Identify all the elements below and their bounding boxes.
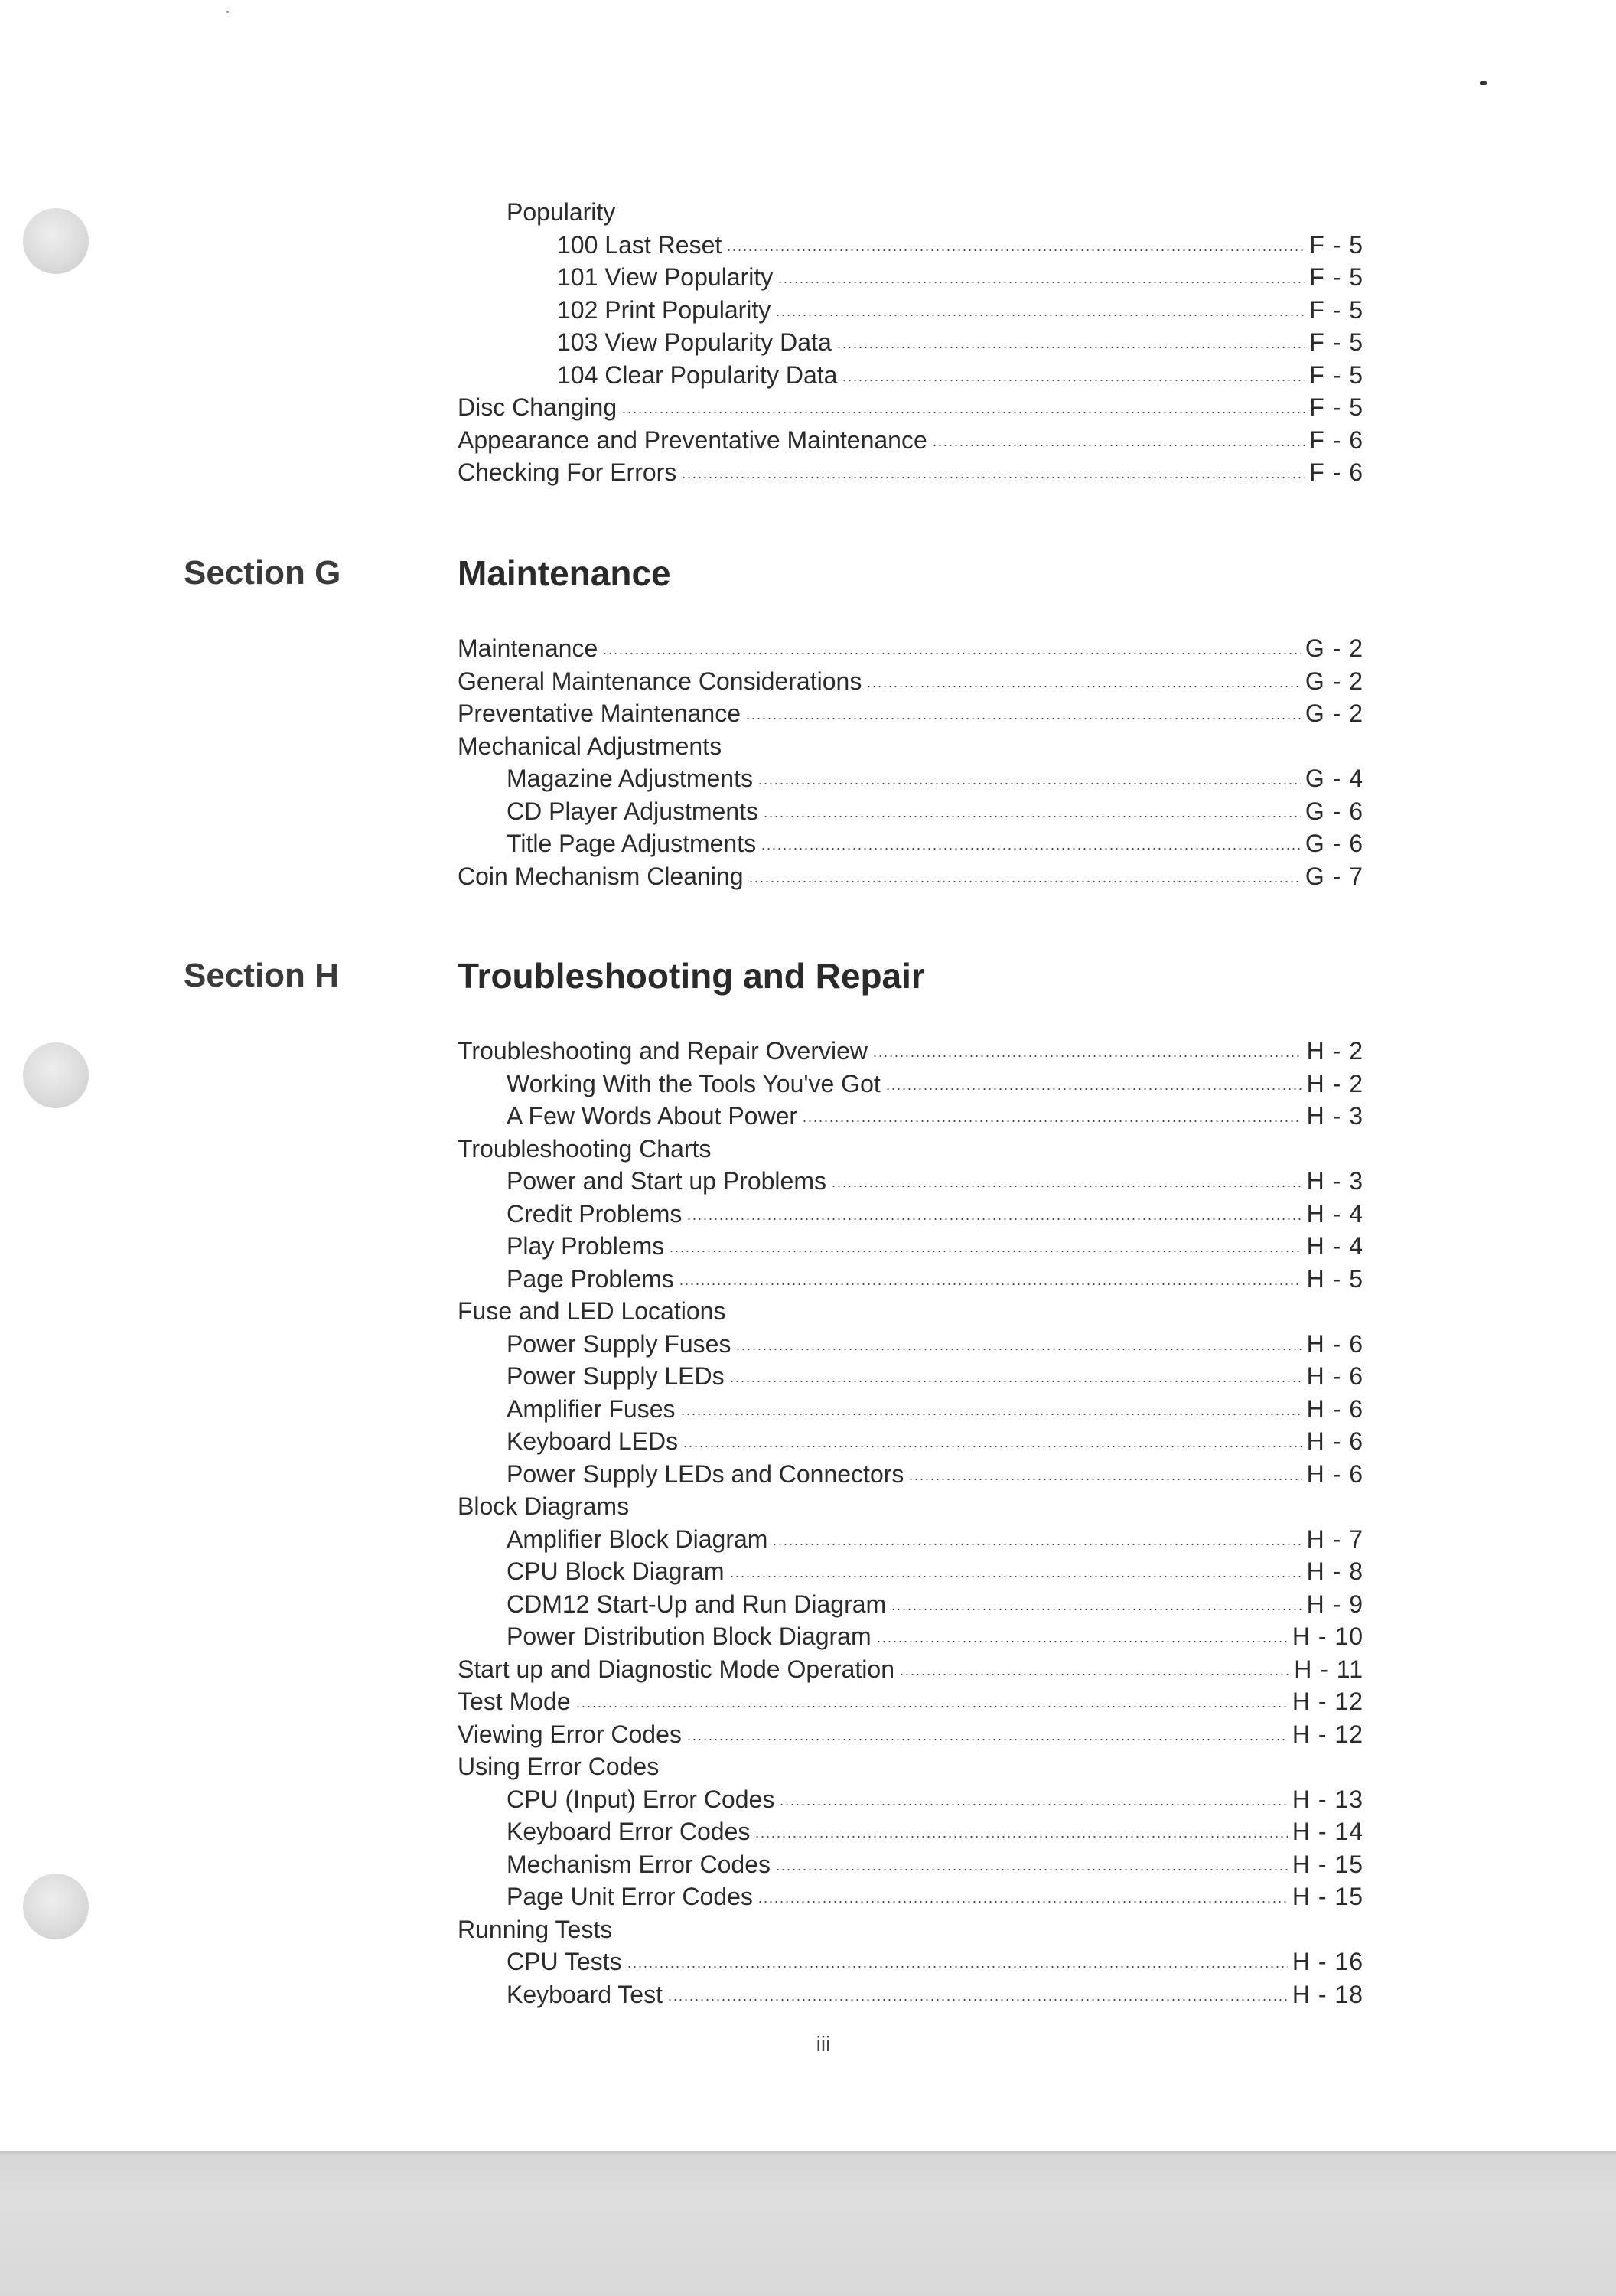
dot-leader [876,1640,1288,1643]
toc-entry[interactable]: 104 Clear Popularity Data F - 5 [557,360,1364,389]
toc-section-f [458,196,1364,489]
toc-entry[interactable]: Title Page Adjustments G - 6 [507,830,1364,857]
toc-entry[interactable]: Working With the Tools You've Got H - 2 [507,1069,1364,1097]
binder-hole-bottom [23,1874,89,1939]
dot-leader [779,1803,1288,1806]
dot-leader [763,815,1301,818]
toc-entry[interactable]: Credit Problems H - 4 [507,1199,1364,1228]
toc-entry[interactable]: Play Problems H - 4 [507,1232,1364,1260]
dot-leader [899,1673,1289,1676]
dot-leader [761,847,1301,850]
dot-leader [683,1445,1302,1448]
section-h-label: Section H [184,957,339,994]
toc-section-g [458,632,1364,892]
dot-leader [754,1835,1287,1838]
toc-entry[interactable]: 102 Print Popularity F - 5 [557,295,1364,324]
dot-leader [686,1738,1288,1741]
dot-leader [932,444,1305,447]
toc-entry[interactable]: Power and Start up Problems H - 3 [507,1167,1364,1195]
toc-section-h [458,1035,1364,2011]
dot-leader [777,281,1305,284]
dot-leader [602,652,1301,655]
dot-leader [842,379,1305,382]
dot-leader [831,1185,1302,1188]
toc-entry[interactable]: 103 View Popularity Data F - 5 [557,328,1364,356]
dot-leader [908,1478,1302,1481]
toc-entry[interactable]: Running Tests [458,1915,613,1943]
toc-entry[interactable]: Mechanism Error Codes H - 15 [507,1850,1364,1878]
dot-leader [775,1868,1288,1871]
toc-entry[interactable]: CPU Tests H - 16 [507,1948,1364,1975]
toc-entry[interactable]: Using Error Codes [458,1753,660,1780]
dot-leader [729,1575,1302,1578]
dot-leader [686,1218,1302,1221]
dot-leader [758,782,1301,785]
toc-entry[interactable]: Keyboard LEDs H - 6 [507,1427,1364,1455]
toc-entry[interactable]: Keyboard Error Codes H - 14 [507,1818,1364,1845]
toc-entry[interactable]: General Maintenance Considerations G - 2 [458,667,1364,695]
toc-entry[interactable]: Fuse and LED Locations [458,1297,726,1325]
toc-entry[interactable]: CPU (Input) Error Codes H - 13 [507,1785,1364,1813]
dot-leader [680,1413,1302,1416]
dot-leader [748,880,1301,883]
toc-entry[interactable]: CPU Block Diagram H - 8 [507,1557,1364,1585]
toc-entry[interactable]: Checking For Errors F - 6 [458,458,1364,486]
toc-entry[interactable]: Disc Changing F - 5 [458,393,1364,421]
dot-leader [836,346,1305,349]
toc-entry[interactable]: Coin Mechanism Cleaning G - 7 [458,862,1364,890]
toc-entry[interactable]: Test Mode H - 12 [458,1688,1364,1715]
dot-leader [667,1998,1288,2001]
dot-leader [621,411,1305,414]
dot-leader [885,1088,1302,1091]
scan-speck [1480,81,1487,85]
dot-leader [772,1543,1302,1546]
toc-entry[interactable]: CD Player Adjustments G - 6 [507,797,1364,825]
toc-entry[interactable]: Popularity [507,198,616,226]
dot-leader [679,1283,1302,1286]
dot-leader [775,314,1305,317]
toc-entry[interactable]: Page Unit Error Codes H - 15 [507,1883,1364,1910]
toc-entry[interactable]: Magazine Adjustments G - 4 [507,765,1364,792]
toc-entry[interactable]: Block Diagrams [458,1492,630,1520]
dot-leader [745,717,1301,720]
dot-leader [681,476,1305,479]
toc-entry[interactable]: Power Supply Fuses H - 6 [507,1329,1364,1358]
toc-entry[interactable]: Power Supply LEDs H - 6 [507,1362,1364,1390]
toc-entry[interactable]: Troubleshooting Charts [458,1134,712,1163]
dot-leader [872,1055,1302,1058]
dot-leader [891,1608,1302,1611]
toc-entry[interactable]: Mechanical Adjustments [458,732,722,760]
toc-entry[interactable]: Power Distribution Block Diagram H - 10 [507,1623,1364,1650]
dot-leader [729,1380,1302,1383]
dot-leader [802,1120,1302,1123]
dot-leader [758,1900,1288,1903]
toc-entry[interactable]: Keyboard Test H - 18 [507,1980,1364,2008]
toc-entry[interactable]: Amplifier Block Diagram H - 7 [507,1525,1364,1553]
section-g-title: Maintenance [458,553,671,593]
dot-leader [575,1705,1288,1708]
toc-entry[interactable]: Viewing Error Codes H - 12 [458,1720,1364,1748]
toc-entry[interactable]: 101 View Popularity F - 5 [557,263,1364,291]
toc-entry[interactable]: Page Problems H - 5 [507,1264,1364,1293]
toc-entry[interactable]: Amplifier Fuses H - 6 [507,1394,1364,1423]
toc-entry[interactable]: Start up and Diagnostic Mode Operation H - 11 [458,1655,1364,1683]
toc-entry[interactable]: Appearance and Preventative Maintenance F - 6 [458,426,1364,454]
scan-speck [226,11,229,13]
toc-entry[interactable]: Troubleshooting and Repair Overview H - 2 [458,1037,1364,1065]
toc-entry[interactable]: A Few Words About Power H - 3 [507,1102,1364,1130]
toc-entry[interactable]: CDM12 Start-Up and Run Diagram H - 9 [507,1590,1364,1618]
page-number: iii [816,2032,831,2056]
dot-leader [669,1250,1302,1253]
dot-leader [726,249,1305,252]
section-h-title: Troubleshooting and Repair [458,956,925,996]
toc-entry[interactable]: Preventative Maintenance G - 2 [458,700,1364,727]
toc-entry[interactable]: 100 Last Reset F - 5 [557,230,1364,259]
binder-hole-middle [23,1042,89,1108]
dot-leader [735,1348,1302,1351]
toc-entry[interactable]: Maintenance G - 2 [458,634,1364,662]
scanner-bed-edge [0,2151,1616,2296]
section-g-label: Section G [184,554,341,592]
dot-leader [627,1965,1288,1968]
binder-hole-top [23,208,89,274]
toc-entry[interactable]: Power Supply LEDs and Connectors H - 6 [507,1459,1364,1488]
dot-leader [866,685,1301,688]
